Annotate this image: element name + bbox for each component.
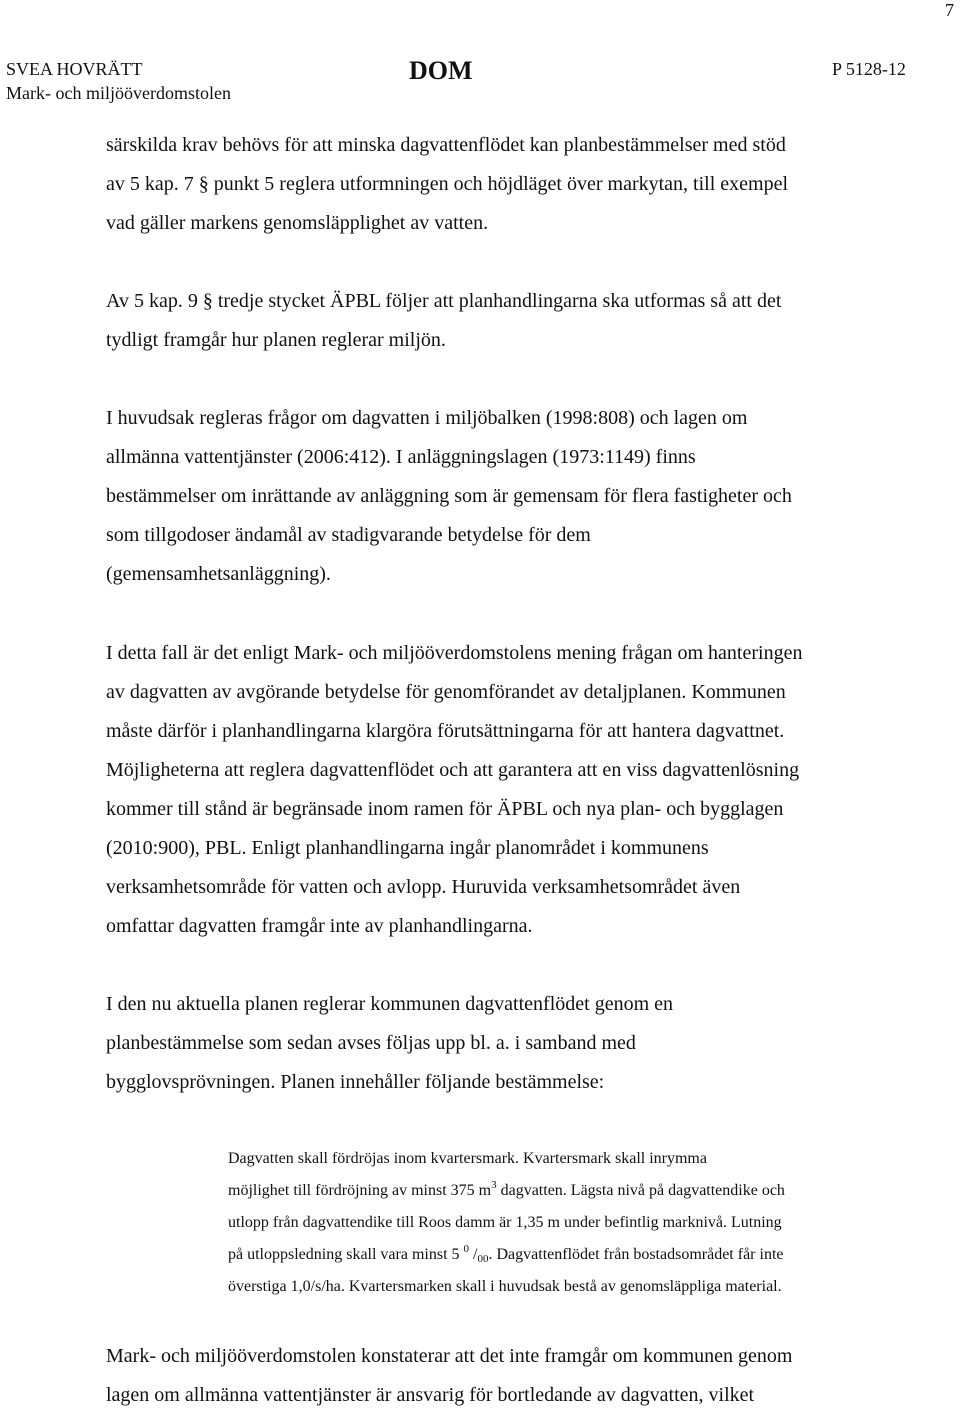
- text-line: (gemensamhetsanläggning).: [106, 563, 331, 585]
- quoted-regulation: [228, 1143, 908, 1303]
- text-line: I huvudsak regleras frågor om dagvatten i miljöbalken (1998:808) och lagen om: [106, 407, 748, 429]
- header-doc-type: DOM: [409, 56, 473, 85]
- header-case-number: P 5128-12: [832, 59, 906, 79]
- quote-line: Dagvatten skall fördröjas inom kvartersmark. Kvartersmark skall inrymma: [228, 1150, 707, 1167]
- text-line: som tillgodoser ändamål av stadigvarande betydelse för dem: [106, 524, 591, 546]
- quote-line: utlopp från dagvattendike till Roos damm är 1,35 m under befintlig marknivå. Lutning: [228, 1214, 782, 1231]
- superscript: 3: [491, 1179, 497, 1191]
- text-line: bestämmelser om inrättande av anläggning som är gemensam för flera fastigheter och: [106, 485, 792, 507]
- header-court: SVEA HOVRÄTT: [6, 59, 143, 79]
- text-line: måste därför i planhandlingarna klargöra förutsättningarna för att hantera dagvattnet.: [106, 720, 785, 742]
- text-line: allmänna vattentjänster (2006:412). I anläggningslagen (1973:1149) finns: [106, 446, 696, 468]
- paragraph-3: [106, 399, 896, 594]
- superscript: 0: [463, 1243, 470, 1255]
- quote-line: överstiga 1,0/s/ha. Kvartersmarken skall i huvudsak bestå av genomsläppliga material.: [228, 1278, 782, 1295]
- paragraph-2: [106, 282, 896, 360]
- text-line: Möjligheterna att reglera dagvattenflödet och att garantera att en viss dagvattenlösning: [106, 759, 800, 781]
- paragraph-5: [106, 985, 896, 1102]
- quote-line: på utloppsledning skall vara minst 5 $^0$ $/_{00}$. Dagvattenflödet från bostadsområdet får inte: [228, 1243, 784, 1265]
- text-line: lagen om allmänna vattentjänster är ansvarig för bortledande av dagvatten, vilket: [106, 1384, 755, 1406]
- text-line: av 5 kap. 7 § punkt 5 reglera utformningen och höjdläget över markytan, till exempel: [106, 173, 789, 195]
- text-line: verksamhetsområde för vatten och avlopp. Huruvida verksamhetsområdet även: [106, 876, 741, 898]
- text-line: I den nu aktuella planen reglerar kommunen dagvattenflödet genom en: [106, 993, 674, 1015]
- text-line: Av 5 kap. 9 § tredje stycket ÄPBL följer att planhandlingarna ska utformas så att det: [106, 290, 782, 312]
- paragraph-4: [106, 634, 896, 946]
- paragraph-1: [106, 126, 896, 243]
- header-department: Mark- och miljööverdomstolen: [6, 83, 231, 103]
- text-line: särskilda krav behövs för att minska dagvattenflödet kan planbestämmelser med stöd: [106, 134, 786, 156]
- page-number: 7: [945, 0, 954, 20]
- quote-line: möjlighet till fördröjning av minst 375 $m^3$ dagvatten. Lägsta nivå på dagvattendike och: [228, 1179, 785, 1199]
- text-line: (2010:900), PBL. Enligt planhandlingarna ingår planområdet i kommunens: [106, 837, 709, 859]
- text-line: kommer till stånd är begränsade inom ramen för ÄPBL och nya plan- och bygglagen: [106, 798, 784, 820]
- text-line: vad gäller markens genomsläpplighet av vatten.: [106, 212, 489, 234]
- text-line: planbestämmelse som sedan avses följas upp bl. a. i samband med: [106, 1032, 636, 1054]
- paragraph-6: [106, 1337, 896, 1415]
- text-line: Mark- och miljööverdomstolen konstaterar att det inte framgår om kommunen genom: [106, 1345, 793, 1367]
- text-line: tydligt framgår hur planen reglerar miljön.: [106, 329, 446, 351]
- text-line: av dagvatten av avgörande betydelse för genomförandet av detaljplanen. Kommunen: [106, 681, 786, 703]
- text-line: bygglovsprövningen. Planen innehåller följande bestämmelse:: [106, 1071, 605, 1093]
- text-line: I detta fall är det enligt Mark- och miljööverdomstolens mening frågan om hanteringen: [106, 642, 803, 664]
- subscript: 00: [477, 1253, 489, 1265]
- text-line: omfattar dagvatten framgår inte av planhandlingarna.: [106, 915, 533, 937]
